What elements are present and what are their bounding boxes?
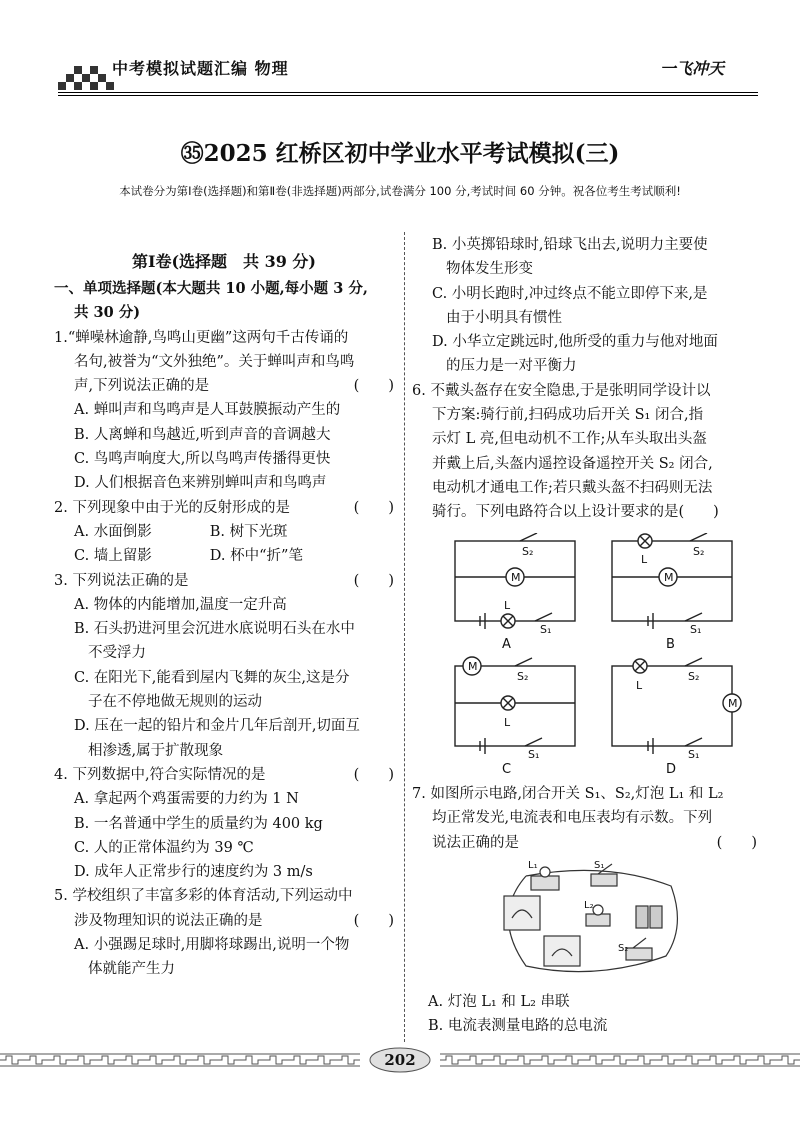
option-b: B. 电流表测量电路的总电流	[428, 1018, 608, 1035]
switch-label: S₂	[517, 670, 529, 683]
switch-label: S₁	[528, 748, 540, 761]
motor-label: M	[728, 697, 738, 710]
option-c-cont: 由于小明具有惯性	[446, 309, 562, 326]
lamp-label: L	[504, 599, 511, 612]
option-d: D. 人们根据音色来辨别蝉叫声和鸟鸣声	[74, 475, 327, 492]
question-6-line: 骑行。下列电路符合以上设计要求的是( )	[432, 504, 719, 521]
lamp-l2-label: L₂	[584, 900, 594, 911]
circuit-diagrams	[440, 533, 750, 778]
exam-instructions: 本试卷分为第Ⅰ卷(选择题)和第Ⅱ卷(非选择题)两部分,试卷满分 100 分,考试时间 60 分钟。祝各位考生考试顺利!	[119, 184, 681, 198]
motor-label: M	[468, 660, 478, 673]
header-title: 中考模拟试题汇编 物理	[112, 59, 289, 78]
switch-label: S₂	[522, 545, 534, 558]
switch-label: S₁	[688, 748, 700, 761]
header-brand-logo: 一飞冲天	[660, 59, 725, 78]
option-b: B. 小英掷铅球时,铅球飞出去,说明力主要使	[432, 237, 708, 253]
question-6-line: 并戴上后,头盔内遥控设备遥控开关 S₂ 闭合,	[432, 455, 713, 472]
diagram-label-a: A	[502, 637, 511, 652]
diagram-label-b: B	[666, 637, 675, 652]
motor-label: M	[664, 571, 674, 584]
question-5: 5. 学校组织了丰富多彩的体育活动,下列运动中	[54, 888, 353, 905]
switch-label: S₂	[688, 670, 700, 683]
question-7: 7. 如图所示电路,闭合开关 S₁、S₂,灯泡 L₁ 和 L₂	[412, 786, 724, 802]
motor-label: M	[511, 571, 521, 584]
option-b-cont: 不受浮力	[88, 645, 146, 662]
option-a: A. 物体的内能增加,温度一定升高	[74, 596, 287, 613]
question-1-line: 名句,被誉为“文外独绝”。关于蝉叫声和鸟鸣	[74, 353, 355, 370]
option-b: B. 一名普通中学生的质量约为 400 kg	[74, 815, 323, 832]
option-b: B. 石头扔进河里会沉进水底说明石头在水中	[74, 621, 355, 638]
switch-s2-label: S₂	[618, 943, 629, 954]
lamp-l1-label: L₁	[528, 860, 538, 871]
option-b: B. 人离蝉和鸟越近,听到声音的音调越大	[74, 426, 331, 443]
right-column	[412, 233, 757, 525]
lamp-label: L	[641, 553, 648, 566]
switch-label: S₂	[693, 545, 705, 558]
switch-label: S₁	[690, 623, 702, 636]
question-6-line: 示灯 L 亮,但电动机不工作;从车头取出头盔	[432, 431, 707, 448]
option-d: D. 小华立定跳远时,他所受的重力与他对地面	[432, 334, 718, 351]
option-d-cont: 相渗透,属于扩散现象	[88, 742, 224, 759]
question-1: 1.“蝉噪林逾静,鸟鸣山更幽”这两句千古传诵的	[54, 329, 349, 346]
option-c: C. 在阳光下,能看到屋内飞舞的灰尘,这是分	[74, 669, 350, 686]
question-7-block	[412, 782, 757, 855]
option-c: C. 人的正常体温约为 39 ℃	[74, 839, 254, 856]
option-d-cont: 的压力是一对平衡力	[446, 358, 577, 375]
option-a: A. 拿起两个鸡蛋需要的力约为 1 N	[74, 791, 299, 808]
section-heading: 第Ⅰ卷(选择题 共 39 分)	[131, 252, 317, 271]
option-a: A. 小强踢足球时,用脚将球踢出,说明一个物	[74, 937, 350, 954]
question-6: 6. 不戴头盔存在安全隐患,于是张明同学设计以	[412, 382, 711, 399]
column-divider	[404, 232, 405, 1042]
options-cd: C. 墙上留影 D. 杯中“折”笔	[74, 548, 303, 565]
lamp-label: L	[504, 716, 511, 729]
option-d: D. 压在一起的铅片和金片几年后剖开,切面互	[74, 718, 360, 735]
answer-blank: ( )	[353, 378, 394, 395]
question-6-line: 电动机才通电工作;若只戴头盔不扫码则无法	[432, 479, 713, 496]
lamp-label: L	[636, 679, 643, 692]
left-column	[54, 247, 394, 982]
answer-blank: ( )	[353, 912, 394, 929]
question-7-line: 均正常发光,电流表和电压表均有示数。下列	[432, 810, 713, 827]
option-d: D. 成年人正常步行的速度约为 3 m/s	[74, 864, 313, 881]
options-ab: A. 水面倒影 B. 树下光斑	[74, 523, 288, 540]
question-3: 3. 下列说法正确的是 ( )	[54, 569, 394, 593]
page-header	[0, 0, 800, 112]
switch-s1-label: S₁	[594, 860, 605, 871]
question-1-line: 声,下列说法正确的是 ( )	[54, 374, 394, 398]
diagram-label-d: D	[666, 762, 677, 777]
question-7-options	[428, 990, 758, 1039]
answer-blank: ( )	[716, 834, 757, 851]
header-rule	[58, 92, 758, 93]
answer-blank: ( )	[353, 766, 394, 783]
circuit-photo-figure	[486, 856, 696, 976]
exam-title: ㉟2025 红桥区初中学业水平考试模拟(三)	[180, 140, 620, 167]
part-heading: 一、单项选择题(本大题共 10 小题,每小题 3 分,	[54, 280, 368, 297]
part-heading-cont: 共 30 分)	[74, 304, 141, 322]
header-rule-thin	[58, 95, 758, 96]
diagram-label-c: C	[502, 762, 512, 777]
option-b-cont: 物体发生形变	[446, 261, 533, 278]
page-number: 202	[384, 1051, 416, 1069]
option-c: C. 鸟鸣声响度大,所以鸟鸣声传播得更快	[74, 451, 331, 468]
question-6-line: 下方案:骑行前,扫码成功后开关 S₁ 闭合,指	[432, 407, 704, 424]
option-c-cont: 子在不停地做无规则的运动	[88, 694, 262, 711]
switch-label: S₁	[540, 623, 552, 636]
answer-blank: ( )	[353, 499, 394, 516]
option-c: C. 小明长跑时,冲过终点不能立即停下来,是	[432, 285, 708, 302]
option-a-cont: 体就能产生力	[88, 961, 175, 978]
answer-blank: ( )	[353, 572, 394, 589]
question-5-line: 涉及物理知识的说法正确的是 ( )	[54, 909, 394, 933]
question-4: 4. 下列数据中,符合实际情况的是 ( )	[54, 763, 394, 787]
question-7-line: 说法正确的是 ( )	[412, 831, 757, 855]
question-2: 2. 下列现象中由于光的反射形成的是 ( )	[54, 496, 394, 520]
option-a: A. 灯泡 L₁ 和 L₂ 串联	[428, 994, 570, 1010]
option-a: A. 蝉叫声和鸟鸣声是人耳鼓膜振动产生的	[74, 402, 341, 419]
